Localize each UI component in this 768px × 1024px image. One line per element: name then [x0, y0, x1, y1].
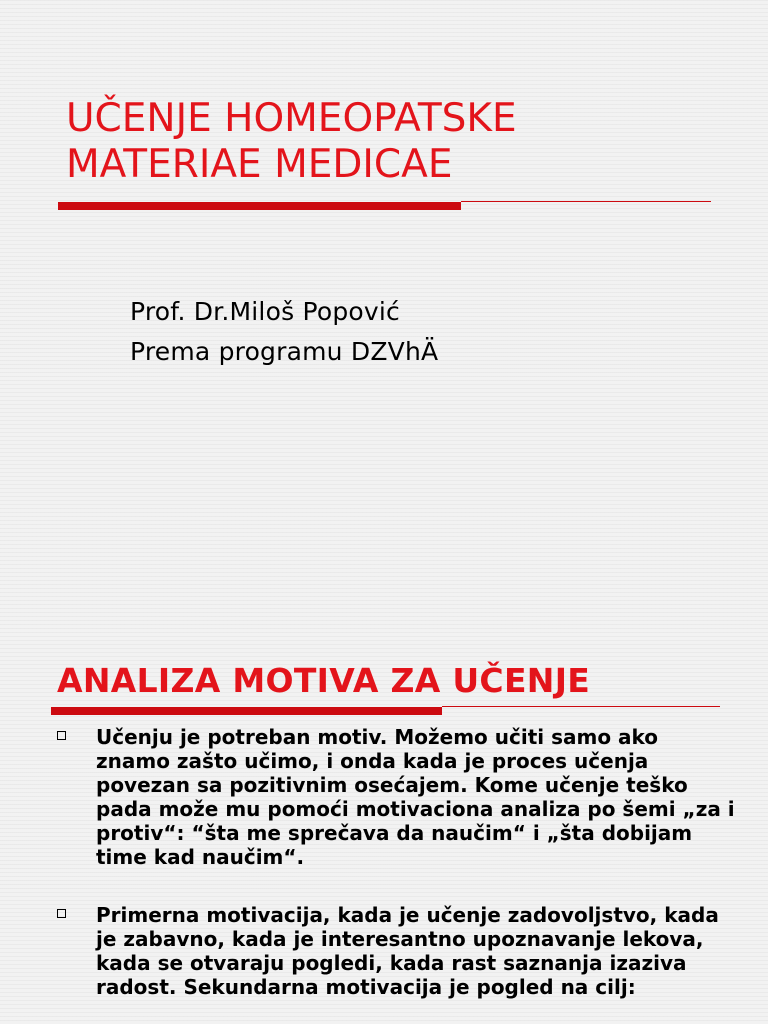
square-bullet-icon — [57, 909, 66, 918]
square-bullet-icon — [57, 731, 66, 740]
title-underline-thick — [58, 202, 461, 210]
slide-title-heading — [66, 96, 726, 188]
bullet-list — [56, 725, 756, 1024]
heading-underline-thick — [51, 707, 442, 715]
bullet-text: Učenju je potreban motiv. Možemo učiti samo ako znamo zašto učimo, i onda kada je proces učenja povezan sa pozitivnim osećajem. Kome učenje teško pada može mu pomoći motivaciona analiza po šemi „za i protiv“: “šta me sprečava da naučim“ i „šta dobijam time kad naučim“. — [96, 725, 735, 869]
heading-underline-thin — [442, 706, 720, 707]
slide-heading: ANALIZA MOTIVA ZA UČENJE — [57, 661, 591, 700]
list-item — [56, 725, 756, 869]
title-line: UČENJE HOMEOPATSKE — [66, 96, 517, 141]
list-item — [56, 903, 756, 999]
title-line: MATERIAE MEDICAE — [66, 142, 453, 187]
slide-subtitle — [130, 292, 438, 372]
title-underline-thin — [461, 201, 711, 202]
program-line: Prema programu DZVhÄ — [130, 337, 439, 366]
slide-motivation-analysis — [0, 625, 768, 1024]
bullet-text: Primerna motivacija, kada je učenje zadovoljstvo, kada je zabavno, kada je interesantno upoznavanje lekova, kada se otvaraju pogledi, kada rast saznanja izaziva radost. Sekundarna motivacija je pogled na cilj: — [96, 903, 719, 999]
author-line: Prof. Dr.Miloš Popović — [130, 297, 400, 326]
